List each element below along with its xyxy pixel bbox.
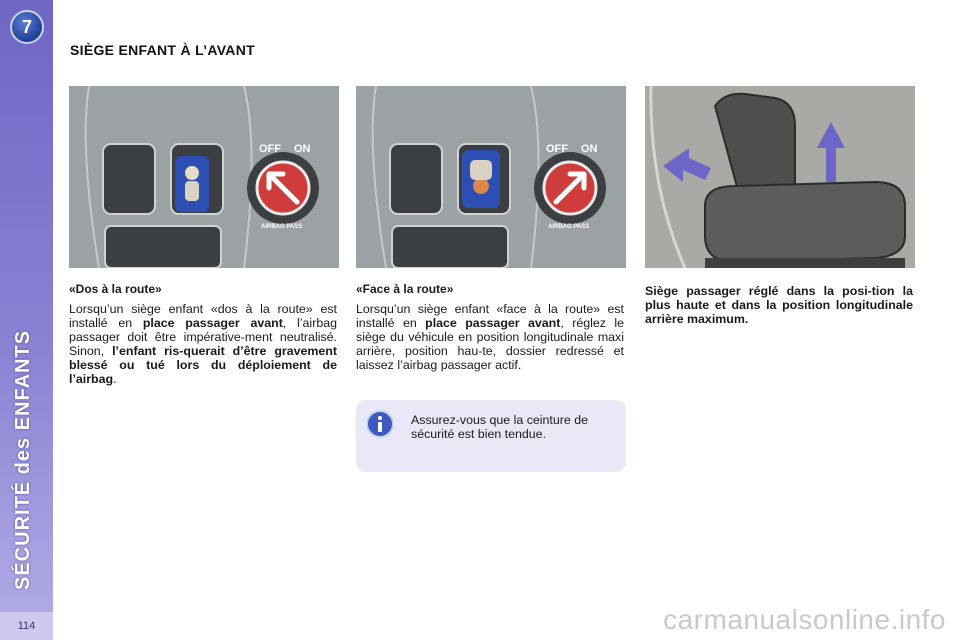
- info-note-box: [356, 400, 626, 472]
- figure-forward-facing-seat: [356, 86, 626, 268]
- paragraph-seat-position: Siège passager réglé dans la posi-tion la plus haute et dans la position longitudinale arrière maximum.: [645, 284, 913, 326]
- figure-passenger-seat-adjusted: [645, 86, 915, 268]
- text-part: Lorsqu’un siège enfant «dos à la route» est installé en: [69, 302, 337, 330]
- airbag-off-label: OFF: [546, 143, 568, 155]
- emphasis-place-passager: place passager avant: [425, 316, 561, 330]
- text-column-rear-facing: [69, 282, 337, 386]
- chapter-title: SÉCURITÉ des ENFANTS: [12, 329, 34, 590]
- text-part: , réglez le siège du véhicule en position longitudinale maxi arrière, position hau-te, dossier redressé et laissez l’airbag passager actif.: [356, 316, 624, 372]
- paragraph-forward-facing: [356, 302, 624, 372]
- text-column-forward-facing: [356, 282, 624, 372]
- text-part: Lorsqu’un siège enfant «face à la route» est installé en: [356, 302, 624, 330]
- paragraph-rear-facing: [69, 302, 337, 386]
- text-part: , l’airbag passager doit être impérative-ment neutralisé. Sinon,: [69, 316, 337, 358]
- emphasis-warning: l’enfant ris-querait d’être gravement blessé ou tué lors du déploiement de l’airbag: [69, 344, 338, 386]
- page-number: 114: [0, 612, 53, 640]
- text-part: .: [113, 372, 117, 386]
- info-icon: [366, 410, 394, 438]
- chapter-sidebar: [0, 0, 53, 640]
- info-note-text: Assurez-vous que la ceinture de sécurité est bien tendue.: [411, 413, 589, 441]
- emphasis-place-passager: place passager avant: [142, 316, 283, 330]
- airbag-on-label: ON: [294, 143, 311, 155]
- page-title: SIÈGE ENFANT À L’AVANT: [70, 42, 255, 58]
- chapter-number: 7: [21, 16, 32, 37]
- heading-rear-facing: «Dos à la route»: [69, 282, 162, 296]
- chapter-number-badge: [10, 10, 44, 44]
- watermark: carmanualsonline.info: [663, 604, 946, 635]
- heading-forward-facing: «Face à la route»: [356, 282, 454, 296]
- text-column-seat-position: [645, 284, 913, 326]
- airbag-pass-label: AIRBAG PASS: [261, 224, 303, 230]
- airbag-off-label: OFF: [259, 143, 281, 155]
- airbag-on-label: ON: [581, 143, 598, 155]
- airbag-pass-label: AIRBAG PASS: [548, 224, 590, 230]
- figure-rear-facing-seat: [69, 86, 339, 268]
